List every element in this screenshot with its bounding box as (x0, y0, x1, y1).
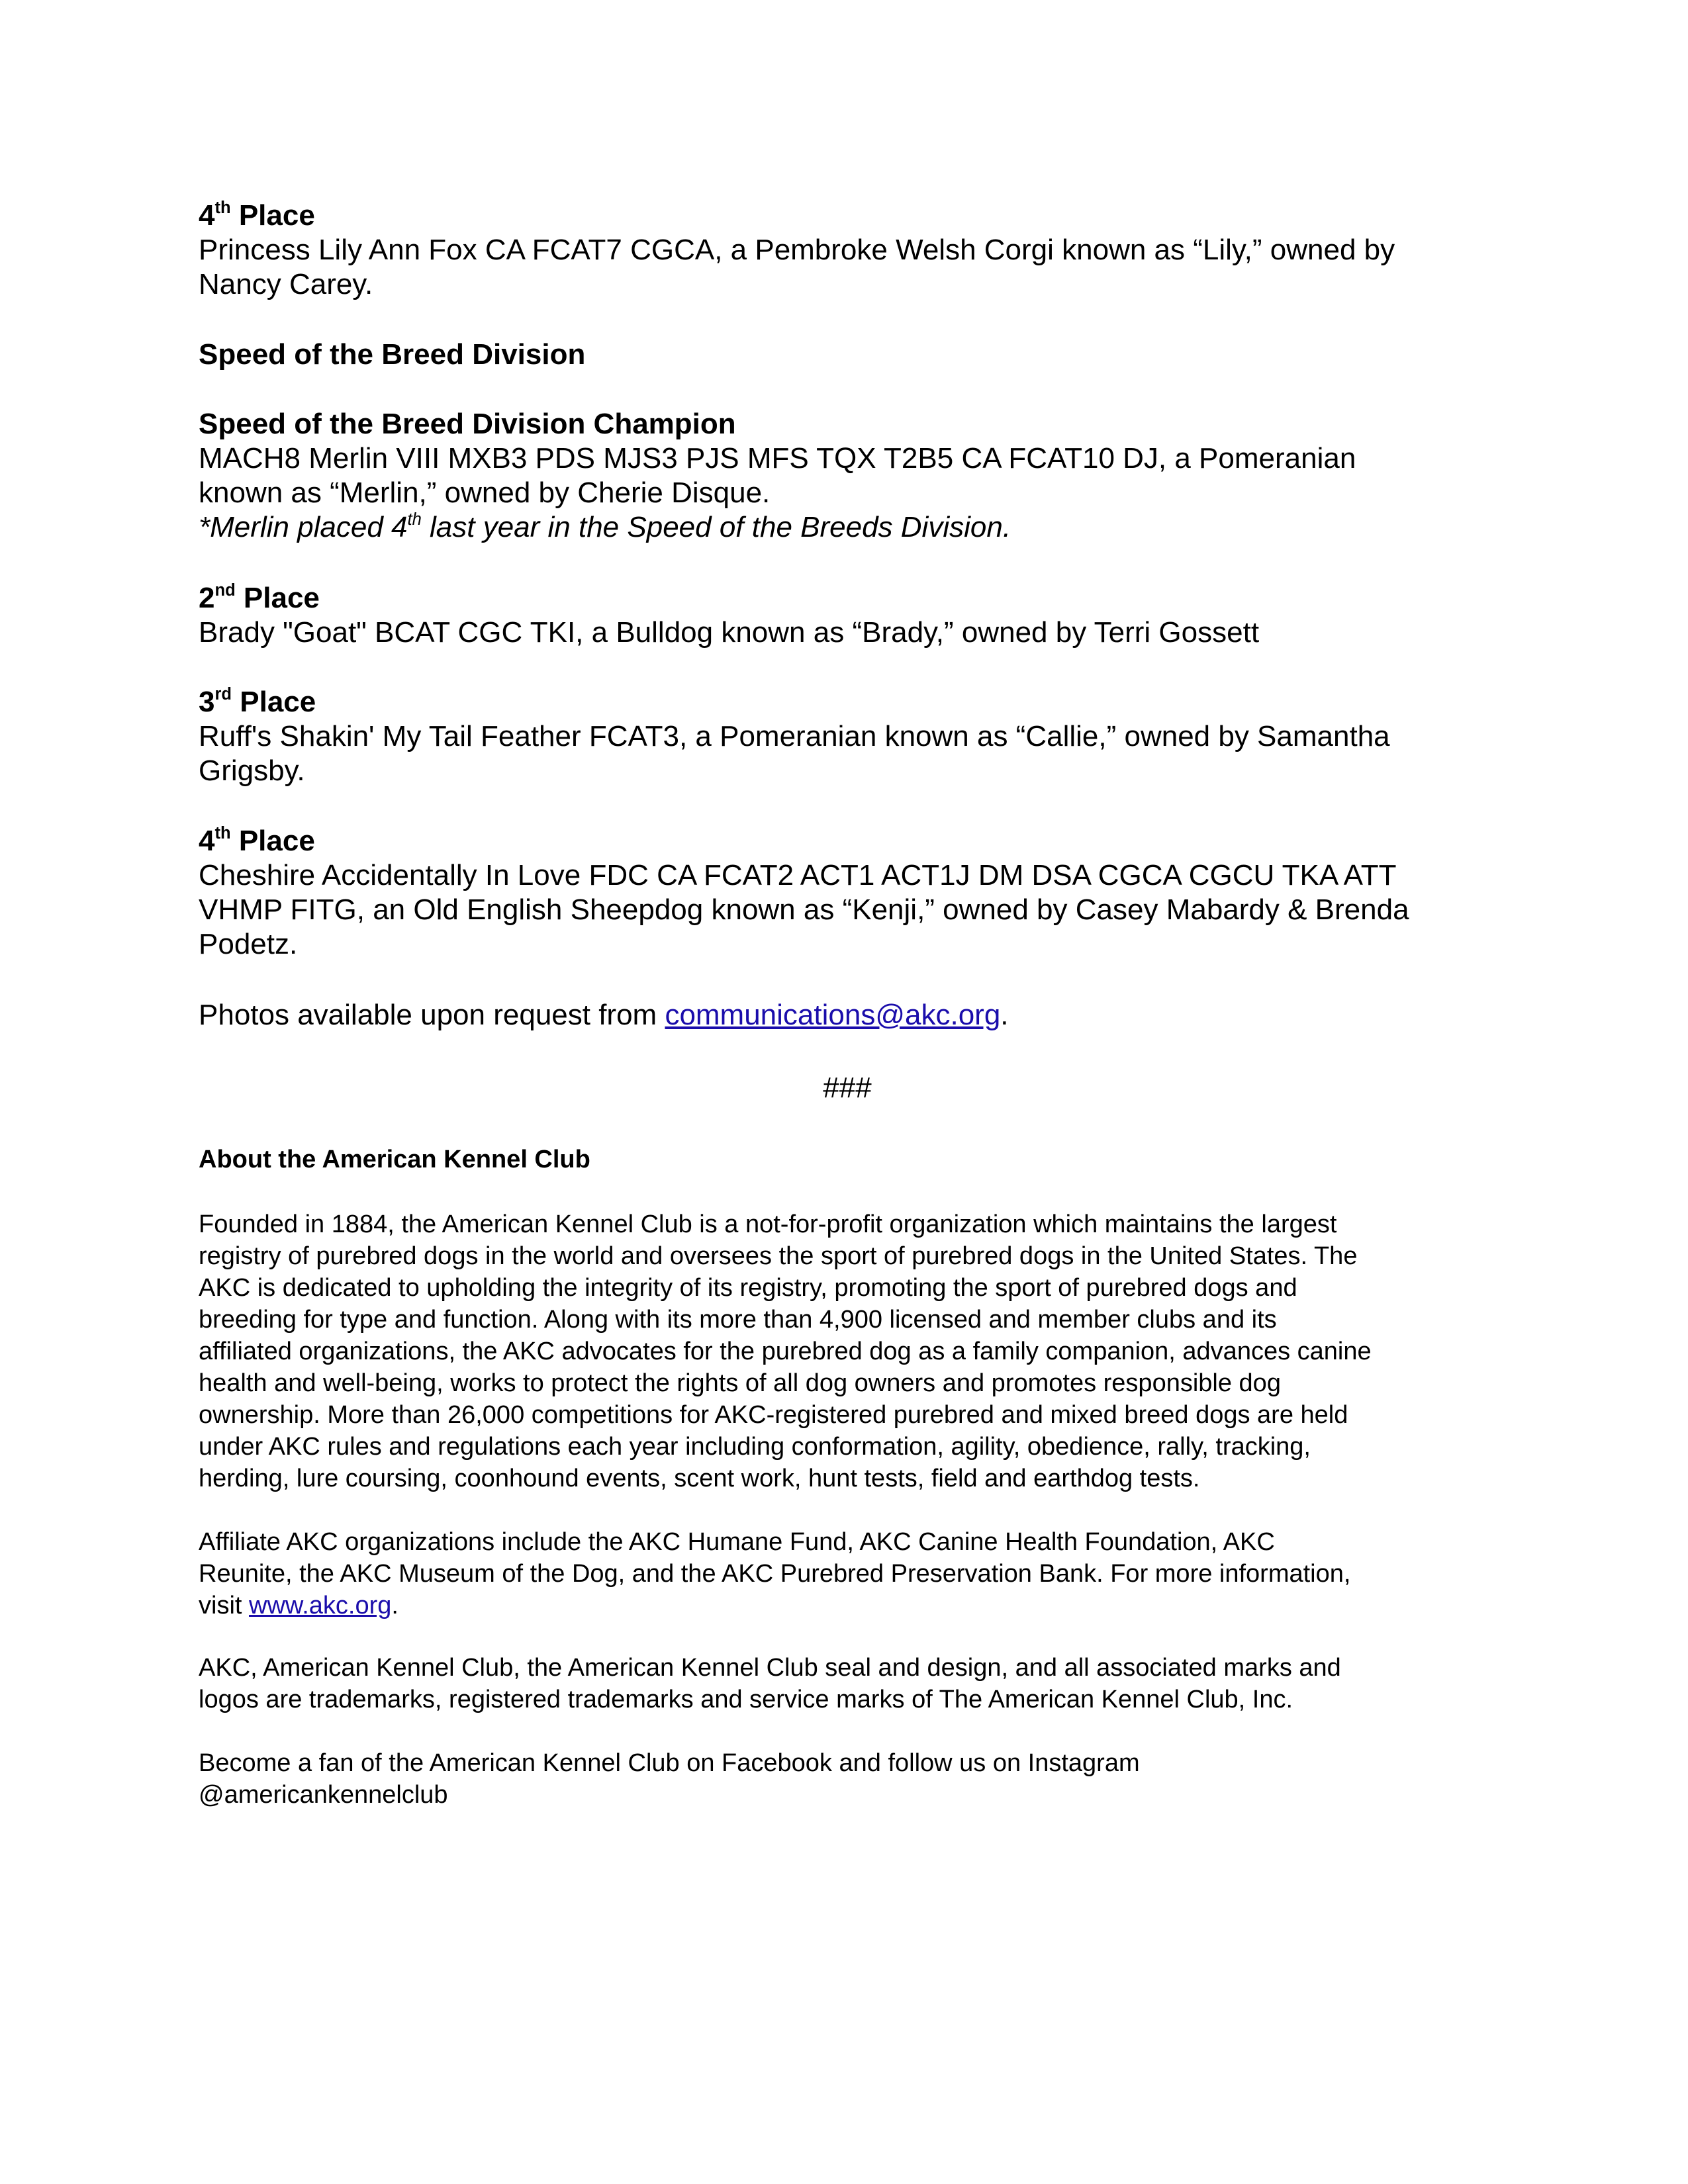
communications-email-link[interactable]: communications@akc.org (665, 999, 1001, 1031)
about-p3-line: logos are trademarks, registered trademarks and service marks of The American Kennel Club, Inc. (199, 1686, 1293, 1713)
photos-request-text: Photos available upon request from (199, 999, 665, 1031)
about-p4-line: Become a fan of the American Kennel Club on Facebook and follow us on Instagram (199, 1749, 1140, 1777)
prev-4th-place-block (199, 199, 1496, 302)
about-p1-line: breeding for type and function. Along with its more than 4,900 licensed and member clubs and its (199, 1306, 1277, 1334)
about-paragraph-2 (199, 1526, 1496, 1621)
about-p1-line: affiliated organizations, the AKC advocates for the purebred dog as a family companion, advances canine (199, 1338, 1372, 1365)
end-separator: ### (823, 1071, 872, 1104)
speed-4th-place-block (199, 824, 1496, 962)
speed-division-heading: Speed of the Breed Division (199, 338, 586, 371)
about-p2-line: Affiliate AKC organizations include the AKC Humane Fund, AKC Canine Health Foundation, AKC (199, 1528, 1275, 1556)
photos-request-line (199, 998, 1496, 1032)
photos-request-period: . (1000, 999, 1009, 1031)
about-p1-line: Founded in 1884, the American Kennel Club is a not-for-profit organization which maintains the largest (199, 1210, 1337, 1238)
prev-4th-place-line-1: Princess Lily Ann Fox CA FCAT7 CGCA, a Pembroke Welsh Corgi known as “Lily,” owned by (199, 234, 1395, 266)
visit-text: visit (199, 1592, 249, 1619)
visit-period: . (391, 1592, 399, 1619)
speed-champion-note: *Merlin placed 4th last year in the Speed of the Breeds Division. (199, 510, 1011, 543)
about-p1-line: registry of purebred dogs in the world and oversees the sport of purebred dogs in the United States. The (199, 1242, 1358, 1270)
about-p1-line: AKC is dedicated to upholding the integrity of its registry, promoting the sport of purebred dogs and (199, 1274, 1297, 1302)
about-p4-line: @americankennelclub (199, 1781, 448, 1809)
speed-champion-line-1: MACH8 Merlin VIII MXB3 PDS MJS3 PJS MFS TQX T2B5 CA FCAT10 DJ, a Pomeranian (199, 442, 1356, 475)
about-paragraph-1 (199, 1208, 1496, 1494)
speed-4th-place-line-2: VHMP FITG, an Old English Sheepdog known as “Kenji,” owned by Casey Mabardy & Brenda (199, 893, 1409, 926)
about-p1-line: under AKC rules and regulations each year including conformation, agility, obedience, rally, tracking, (199, 1433, 1311, 1461)
about-p3-line: AKC, American Kennel Club, the American Kennel Club seal and design, and all associated marks and (199, 1654, 1341, 1682)
speed-champion-heading: Speed of the Breed Division Champion (199, 408, 736, 440)
speed-4th-place-heading: 4th Place (199, 824, 315, 857)
speed-2nd-place-heading: 2nd Place (199, 581, 320, 614)
speed-2nd-place-line-1: Brady "Goat" BCAT CGC TKI, a Bulldog known as “Brady,” owned by Terri Gossett (199, 616, 1260, 649)
prev-4th-place-heading: 4th Place (199, 199, 315, 232)
speed-3rd-place-block (199, 685, 1496, 788)
about-p2-line: Reunite, the AKC Museum of the Dog, and the AKC Purebred Preservation Bank. For more information, (199, 1560, 1351, 1588)
speed-3rd-place-line-1: Ruff's Shakin' My Tail Feather FCAT3, a Pomeranian known as “Callie,” owned by Samantha (199, 720, 1390, 752)
speed-4th-place-line-1: Cheshire Accidentally In Love FDC CA FCAT2 ACT1 ACT1J DM DSA CGCA CGCU TKA ATT (199, 859, 1397, 891)
speed-4th-place-line-3: Podetz. (199, 928, 298, 960)
speed-2nd-place-block (199, 581, 1496, 650)
speed-champion-block (199, 407, 1496, 545)
about-p2-line (199, 1590, 1496, 1621)
about-heading: About the American Kennel Club (199, 1146, 590, 1173)
prev-4th-place-line-2: Nancy Carey. (199, 268, 373, 300)
speed-3rd-place-line-2: Grigsby. (199, 754, 305, 787)
about-paragraph-4 (199, 1747, 1496, 1811)
about-p1-line: health and well-being, works to protect the rights of all dog owners and promotes responsible dog (199, 1369, 1281, 1397)
akc-website-link[interactable]: www.akc.org (249, 1592, 392, 1619)
about-paragraph-3 (199, 1652, 1496, 1715)
about-p1-line: ownership. More than 26,000 competitions for AKC-registered purebred and mixed breed dogs are held (199, 1401, 1348, 1429)
speed-3rd-place-heading: 3rd Place (199, 685, 316, 718)
speed-champion-line-2: known as “Merlin,” owned by Cherie Disque. (199, 477, 771, 509)
about-p1-line: herding, lure coursing, coonhound events, scent work, hunt tests, field and earthdog tests. (199, 1465, 1200, 1492)
